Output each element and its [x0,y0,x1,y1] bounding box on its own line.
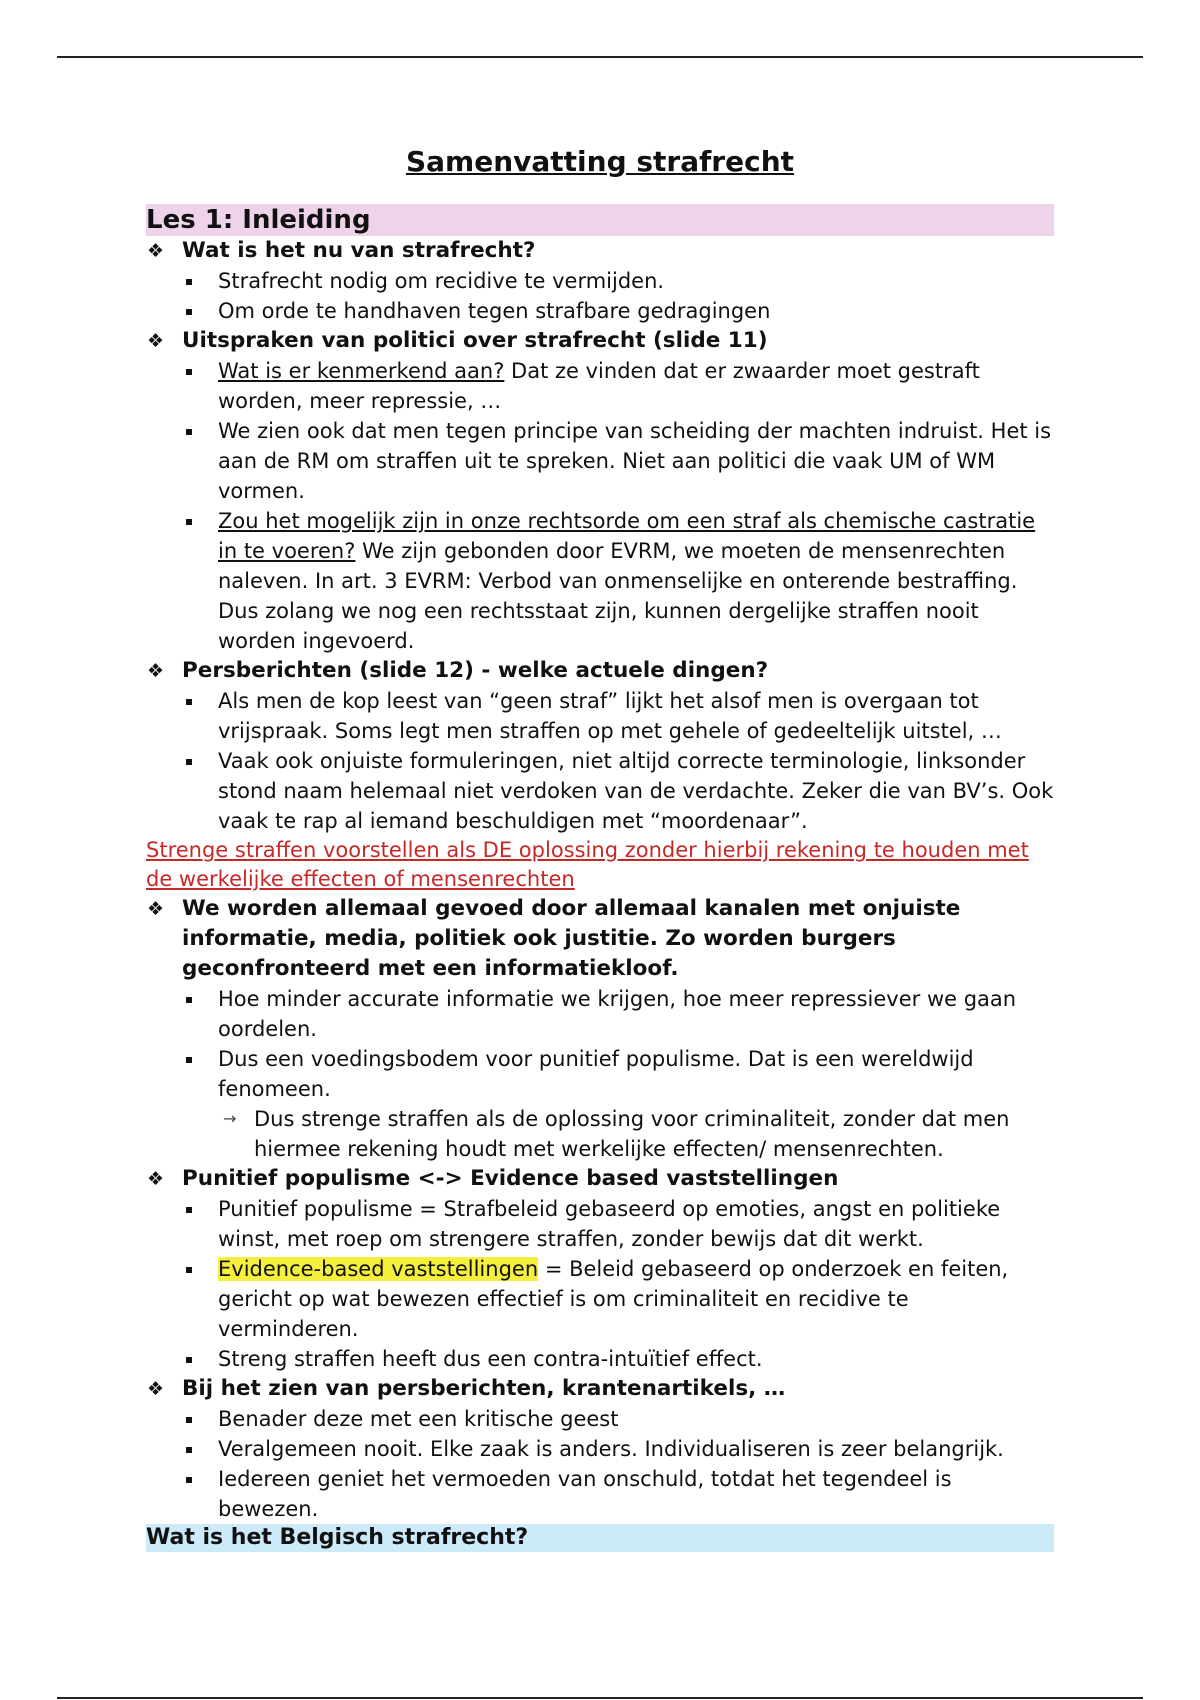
square-bullet-icon [186,429,192,435]
document-body [146,140,1054,1552]
square-bullet-icon [186,309,192,315]
diamond-bullet-icon: ❖ [147,898,165,920]
list-item: Veralgemeen nooit. Elke zaak is anders. Individualiseren is zeer belangrijk. [146,1434,1054,1464]
diamond-bullet-icon: ❖ [147,330,165,352]
square-bullet-icon [186,519,192,525]
square-bullet-icon [186,369,192,375]
list-item: Wat is er kenmerkend aan? Dat ze vinden dat er zwaarder moet gestraft worden, meer repressie, … [146,356,1054,416]
square-bullet-icon [186,1477,192,1483]
diamond-bullet-icon: ❖ [147,660,165,682]
question-heading: ❖ Persberichten (slide 12) - welke actuele dingen? [146,656,1054,686]
square-bullet-icon [186,1447,192,1453]
question-heading: ❖ Wat is het nu van strafrecht? [146,236,1054,266]
question-heading: ❖ Bij het zien van persberichten, krantenartikels, … [146,1374,1054,1404]
header-rule [57,56,1143,58]
arrow-item: → Dus strenge straffen als de oplossing voor criminaliteit, zonder dat men hiermee rekening houdt met werkelijke effecten/ mensenrechten. [146,1104,1054,1164]
arrow-right-icon: → [223,1109,237,1128]
list-item: Streng straffen heeft dus een contra-intuïtief effect. [146,1344,1054,1374]
square-bullet-icon [186,997,192,1003]
list-item: Dus een voedingsbodem voor punitief populisme. Dat is een wereldwijd fenomeen. [146,1044,1054,1104]
list-item: Als men de kop leest van “geen straf” lijkt het alsof men is overgaan tot vrijspraak. Soms legt men straffen op met gehele of gedeeltelijk uitstel, … [146,686,1054,746]
list-item: Hoe minder accurate informatie we krijgen, hoe meer repressiever we gaan oordelen. [146,984,1054,1044]
list-item: Om orde te handhaven tegen strafbare gedragingen [146,296,1054,326]
square-bullet-icon [186,1267,192,1273]
square-bullet-icon [186,1357,192,1363]
diamond-bullet-icon: ❖ [147,1378,165,1400]
list-item: Evidence-based vaststellingen = Beleid gebaseerd op onderzoek en feiten, gericht op wat bewezen effectief is om criminaliteit en recidive te verminderen. [146,1254,1054,1344]
section-heading-les1: Les 1: Inleiding [146,204,1054,236]
square-bullet-icon [186,1207,192,1213]
question-heading: ❖ We worden allemaal gevoed door allemaal kanalen met onjuiste informatie, media, politiek ook justitie. Zo worden burgers geconfronteerd met een informatiekloof. [147,896,961,981]
red-underlined-note: Strenge straffen voorstellen als DE oplossing zonder hierbij rekening te houden met de werkelijke effecten of mensenrechten [146,838,1029,891]
list-item: Benader deze met een kritische geest [146,1404,1054,1434]
list-item: Zou het mogelijk zijn in onze rechtsorde om een straf als chemische castratie in te voeren? We zijn gebonden door EVRM, we moeten de mensenrechten naleven. In art. 3 EVRM: Verbod van onmenselijke en onterende bestraffing. Dus zolang we nog een rechtsstaat zijn, kunnen dergelijke straffen nooit worden ingevoerd. [146,506,1054,656]
square-bullet-icon [186,279,192,285]
list-item: Vaak ook onjuiste formuleringen, niet altijd correcte terminologie, linksonder stond naam helemaal niet verdoken van de verdachte. Zeker die van BV’s. Ook vaak te rap al iemand beschuldigen met “moordenaar”. [146,746,1054,836]
list-item: Punitief populisme = Strafbeleid gebaseerd op emoties, angst en politieke winst, met roep om strengere straffen, zonder bewijs dat dit werkt. [146,1194,1054,1254]
highlighted-term: Evidence-based vaststellingen [218,1257,539,1281]
square-bullet-icon [186,759,192,765]
list-item: We zien ook dat men tegen principe van scheiding der machten indruist. Het is aan de RM om straffen uit te spreken. Niet aan politici die vaak UM of WM vormen. [146,416,1054,506]
list-item: Strafrecht nodig om recidive te vermijden. [146,266,1054,296]
square-bullet-icon [186,699,192,705]
square-bullet-icon [186,1417,192,1423]
page-title: Samenvatting strafrecht [405,145,795,178]
section-heading-belgisch: Wat is het Belgisch strafrecht? [146,1524,1054,1552]
square-bullet-icon [186,1057,192,1063]
question-heading: ❖ Uitspraken van politici over strafrecht (slide 11) [146,326,1054,356]
diamond-bullet-icon: ❖ [147,1168,165,1190]
diamond-bullet-icon: ❖ [147,240,165,262]
question-heading: ❖ Punitief populisme <-> Evidence based vaststellingen [146,1164,1054,1194]
footer-rule [57,1697,1143,1699]
list-item: Iedereen geniet het vermoeden van onschuld, totdat het tegendeel is bewezen. [146,1464,1054,1524]
